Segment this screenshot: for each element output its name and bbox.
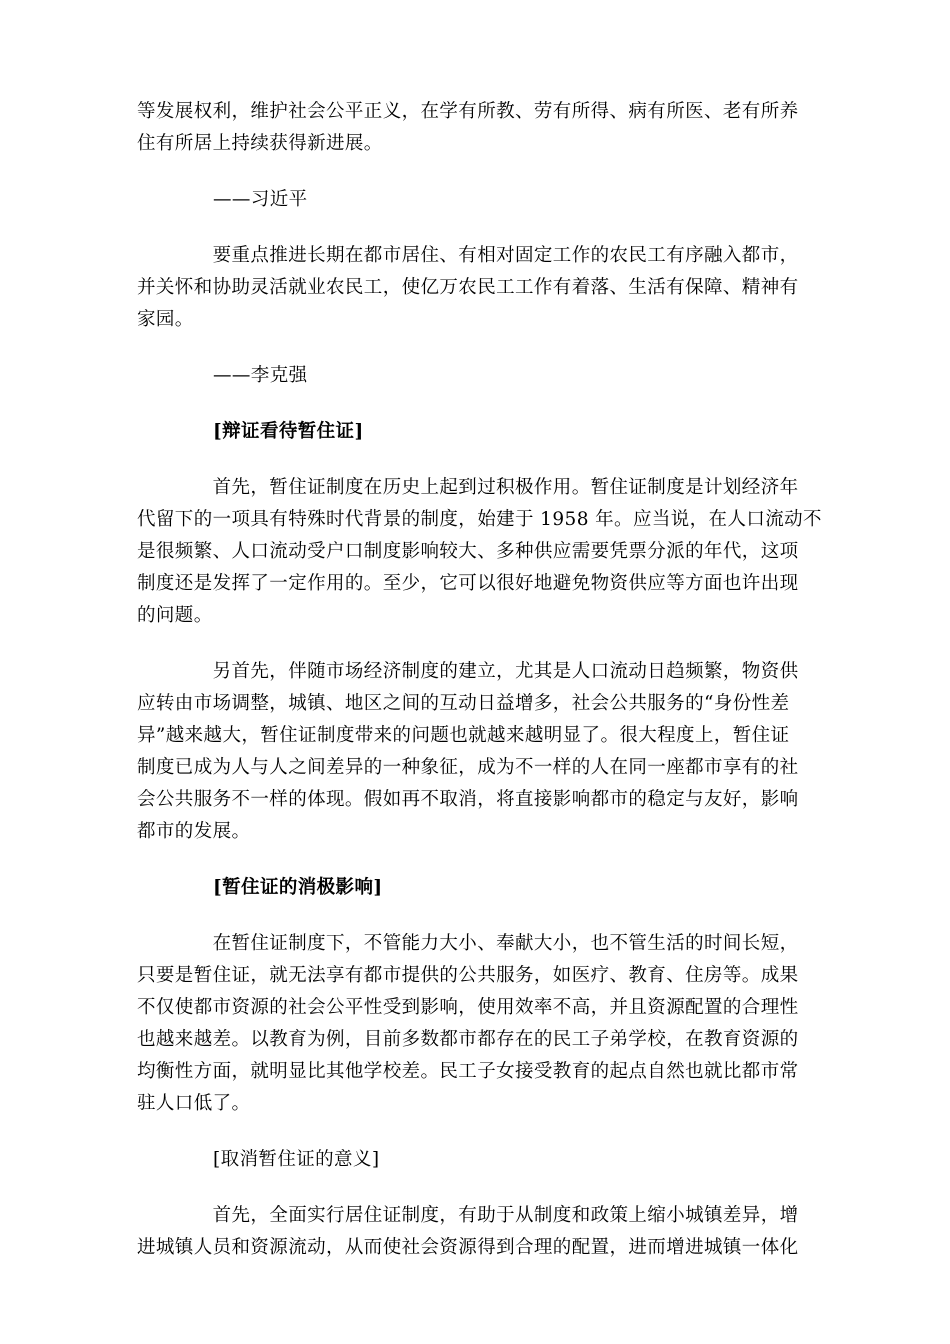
text-line: ——李克强 xyxy=(213,365,308,386)
text-line: 均衡性方面，就明显比其他学校差。民工子女接受教育的起点自然也就比都市常 xyxy=(137,1061,799,1082)
text-line: 是很频繁、人口流动受户口制度影响较大、多种供应需要凭票分派的年代，这项 xyxy=(137,541,799,562)
text-line: 等发展权利，维护社会公平正义，在学有所教、劳有所得、病有所医、老有所养 xyxy=(137,101,799,122)
text-line: 首先，全面实行居住证制度，有助于从制度和政策上缩小城镇差异，增 xyxy=(137,1205,799,1226)
heading-text: [取消暂住证的意义] xyxy=(213,1149,380,1170)
text-line: 异”越来越大，暂住证制度带来的问题也就越来越明显了。很大程度上，暂住证 xyxy=(137,725,790,746)
text-line: 家园。 xyxy=(137,309,194,330)
heading-text: [暂住证的消极影响] xyxy=(213,877,383,898)
text-line: 另首先，伴随市场经济制度的建立，尤其是人口流动日趋频繁，物资供 xyxy=(137,661,799,682)
paragraph-2 xyxy=(137,656,815,848)
text-line: 的问题。 xyxy=(137,605,213,626)
paragraph-1 xyxy=(137,472,822,632)
text-line: ——习近平 xyxy=(213,189,308,210)
section-heading-significance xyxy=(137,1144,815,1176)
text-line: 首先，暂住证制度在历史上起到过积极作用。暂住证制度是计划经济年 xyxy=(137,477,799,498)
text-line: 应转由市场调整，城镇、地区之间的互动日益增多，社会公共服务的“身份性差 xyxy=(137,693,790,714)
text-line: 进城镇人员和资源流动，从而使社会资源得到合理的配置，进而增进城镇一体化 xyxy=(137,1237,799,1258)
paragraph-intro-tail xyxy=(137,96,815,160)
attribution-li xyxy=(137,360,815,392)
document-body xyxy=(137,96,822,1264)
text-line: 住有所居上持续获得新进展。 xyxy=(137,133,383,154)
text-line: 驻人口低了。 xyxy=(137,1093,251,1114)
text-line: 要重点推进长期在都市居住、有相对固定工作的农民工有序融入都市， xyxy=(137,245,799,266)
text-line: 制度还是发挥了一定作用的。至少，它可以很好地避免物资供应等方面也许出现 xyxy=(137,573,799,594)
text-line: 代留下的一项具有特殊时代背景的制度，始建于 1958 年。应当说，在人口流动不 xyxy=(137,509,822,530)
text-line: 会公共服务不一样的体现。假如再不取消，将直接影响都市的稳定与友好，影响 xyxy=(137,789,799,810)
attribution-xi xyxy=(137,184,815,216)
section-heading-negative-impact xyxy=(137,872,815,904)
paragraph-quote-li xyxy=(137,240,815,336)
text-line: 并关怀和协助灵活就业农民工，使亿万农民工工作有着落、生活有保障、精神有 xyxy=(137,277,799,298)
text-line: 都市的发展。 xyxy=(137,821,251,842)
paragraph-3 xyxy=(137,928,815,1120)
section-heading-dialectic xyxy=(137,416,815,448)
text-line: 只要是暂住证，就无法享有都市提供的公共服务，如医疗、教育、住房等。成果 xyxy=(137,965,799,986)
text-line: 也越来越差。以教育为例，目前多数都市都存在的民工子弟学校，在教育资源的 xyxy=(137,1029,799,1050)
text-line: 不仅使都市资源的社会公平性受到影响，使用效率不高，并且资源配置的合理性 xyxy=(137,997,799,1018)
paragraph-4 xyxy=(137,1200,815,1264)
heading-text: [辩证看待暂住证] xyxy=(213,421,364,442)
text-line: 在暂住证制度下，不管能力大小、奉献大小，也不管生活的时间长短， xyxy=(137,933,799,954)
text-line: 制度已成为人与人之间差异的一种象征，成为不一样的人在同一座都市享有的社 xyxy=(137,757,799,778)
